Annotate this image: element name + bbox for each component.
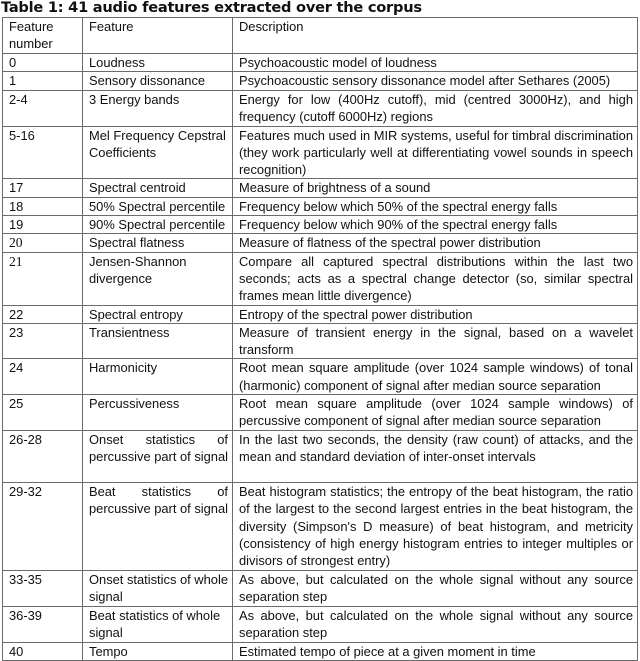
feature-number: 22 <box>3 305 83 323</box>
feature-description: Root mean square amplitude (over 1024 sample windows) of percussive component of signal after median source separation <box>233 395 638 431</box>
table-row <box>3 197 638 215</box>
feature-description: In the last two seconds, the density (raw count) of attacks, and the mean and standard deviation of inter-onset intervals <box>233 431 638 483</box>
feature-number: 20 <box>3 234 83 252</box>
feature-number: 25 <box>3 395 83 431</box>
table-row <box>3 234 638 252</box>
table-header-row <box>3 18 638 54</box>
feature-name: Harmonicity <box>83 359 233 395</box>
feature-number: 18 <box>3 197 83 215</box>
feature-number: 19 <box>3 216 83 234</box>
header-description: Description <box>233 18 638 54</box>
table-row <box>3 359 638 395</box>
feature-number: 40 <box>3 642 83 660</box>
header-feature-number: Feature number <box>3 18 83 54</box>
feature-name: Sensory dissonance <box>83 72 233 90</box>
feature-name: Spectral centroid <box>83 179 233 197</box>
feature-description: As above, but calculated on the whole signal without any source separation step <box>233 606 638 642</box>
table-row <box>3 431 638 483</box>
feature-number: 5-16 <box>3 126 83 179</box>
table-row <box>3 54 638 72</box>
table-row <box>3 72 638 90</box>
feature-number: 29-32 <box>3 483 83 571</box>
feature-description: As above, but calculated on the whole signal without any source separation step <box>233 571 638 607</box>
feature-description: Beat histogram statistics; the entropy of the beat histogram, the ratio of the largest to the second largest entries in the beat histogram, the diversity (Simpson's D measure) of beat histogram, and metricity (consistency of high energy histogram entries to integer multiples or divisors of strongest entry) <box>233 483 638 571</box>
header-feature: Feature <box>83 18 233 54</box>
feature-description: Measure of brightness of a sound <box>233 179 638 197</box>
feature-number: 1 <box>3 72 83 90</box>
table-row <box>3 126 638 179</box>
feature-name: Percussiveness <box>83 395 233 431</box>
table-row <box>3 252 638 305</box>
table-row <box>3 571 638 607</box>
feature-description: Energy for low (400Hz cutoff), mid (centred 3000Hz), and high frequency (cutoff 6000Hz) regions <box>233 90 638 126</box>
table-row <box>3 642 638 660</box>
feature-name: Tempo <box>83 642 233 660</box>
feature-description: Frequency below which 50% of the spectral energy falls <box>233 197 638 215</box>
feature-description: Psychoacoustic model of loudness <box>233 54 638 72</box>
feature-number: 26-28 <box>3 431 83 483</box>
table-row <box>3 305 638 323</box>
feature-name: Onset statistics of percussive part of signal <box>83 431 233 483</box>
feature-description: Psychoacoustic sensory dissonance model after Sethares (2005) <box>233 72 638 90</box>
feature-name: 3 Energy bands <box>83 90 233 126</box>
feature-description: Measure of transient energy in the signal, based on a wavelet transform <box>233 323 638 359</box>
feature-name: Mel Frequency Cepstral Coefficients <box>83 126 233 179</box>
table-caption: Table 1: 41 audio features extracted over the corpus <box>1 0 422 16</box>
feature-number: 17 <box>3 179 83 197</box>
feature-number: 24 <box>3 359 83 395</box>
feature-name: Spectral entropy <box>83 305 233 323</box>
feature-name: Onset statistics of whole signal <box>83 571 233 607</box>
feature-number: 21 <box>3 252 83 305</box>
feature-name: Beat statistics of whole signal <box>83 606 233 642</box>
table-row <box>3 606 638 642</box>
feature-name: 50% Spectral percentile <box>83 197 233 215</box>
feature-description: Features much used in MIR systems, useful for timbral discrimination (they work particularly well at differentiating vowel sounds in speech recognition) <box>233 126 638 179</box>
feature-name: Spectral flatness <box>83 234 233 252</box>
table-row <box>3 90 638 126</box>
feature-number: 23 <box>3 323 83 359</box>
feature-name: Jensen-Shannon divergence <box>83 252 233 305</box>
feature-name: Beat statistics of percussive part of signal <box>83 483 233 571</box>
feature-name: Transientness <box>83 323 233 359</box>
feature-description: Root mean square amplitude (over 1024 sample windows) of tonal (harmonic) component of signal after median source separation <box>233 359 638 395</box>
feature-description: Frequency below which 90% of the spectral energy falls <box>233 216 638 234</box>
feature-number: 0 <box>3 54 83 72</box>
table-row <box>3 216 638 234</box>
audio-features-table <box>2 17 638 661</box>
feature-number: 2-4 <box>3 90 83 126</box>
feature-number: 36-39 <box>3 606 83 642</box>
feature-description: Entropy of the spectral power distribution <box>233 305 638 323</box>
feature-description: Measure of flatness of the spectral power distribution <box>233 234 638 252</box>
table-row <box>3 323 638 359</box>
feature-name: 90% Spectral percentile <box>83 216 233 234</box>
table-row <box>3 483 638 571</box>
table-row <box>3 179 638 197</box>
feature-description: Compare all captured spectral distributions within the last two seconds; acts as a spectral change detector (so, similar spectral frames mean little divergence) <box>233 252 638 305</box>
feature-description: Estimated tempo of piece at a given moment in time <box>233 642 638 660</box>
table-row <box>3 395 638 431</box>
feature-number: 33-35 <box>3 571 83 607</box>
feature-name: Loudness <box>83 54 233 72</box>
